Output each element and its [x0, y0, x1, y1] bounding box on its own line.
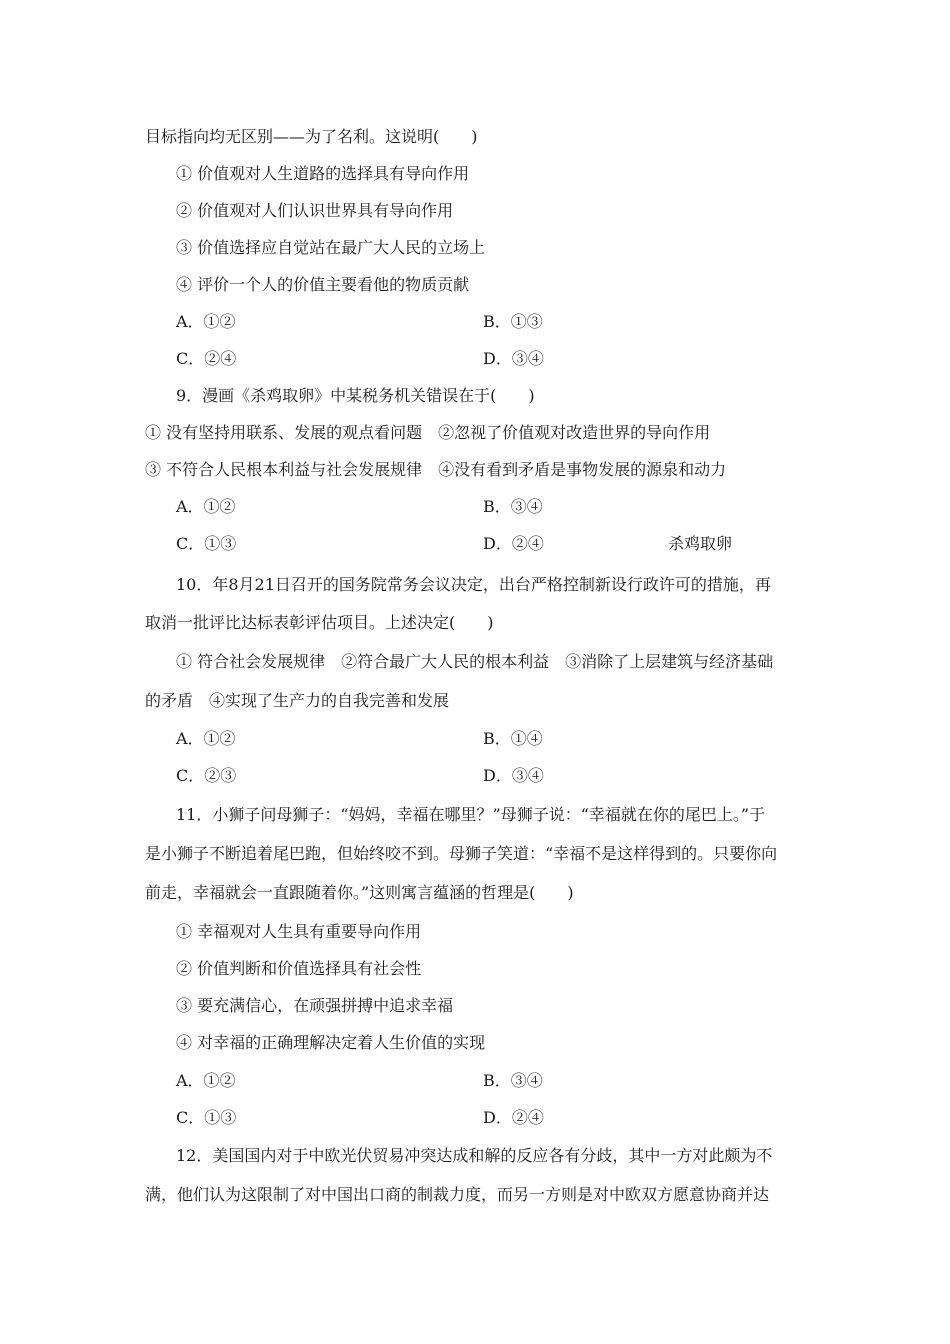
q10-options-line-2: 的矛盾 ④实现了生产力的自我完善和发展 — [145, 691, 450, 710]
q10-stem-line-2: 取消一批评比达标表彰评估项目。上述决定( ) — [145, 613, 494, 632]
q11-choice-d: D．②④ — [483, 1108, 544, 1127]
q8-option-4: ④ 评价一个人的价值主要看他的物质贡献 — [176, 275, 470, 294]
q11-stem-line-2: 是小狮子不断追着尾巴跑，但始终咬不到。母狮子笑道：“幸福不是这样得到的。只要你向 — [145, 844, 778, 863]
q8-option-3: ③ 价值选择应自觉站在最广大人民的立场上 — [176, 238, 486, 257]
q12-stem-line-2: 满，他们认为这限制了对中国出口商的制裁力度，而另一方则是对中欧双方愿意协商并达 — [145, 1185, 770, 1204]
q10-stem-line-1: 10．年8月21日召开的国务院常务会议决定，出台严格控制新设行政许可的措施，再 — [176, 575, 771, 594]
q10-choice-a: A．①② — [176, 729, 236, 748]
q8-choice-b: B．①③ — [483, 312, 543, 331]
q11-option-1: ① 幸福观对人生具有重要导向作用 — [176, 922, 422, 941]
q9-choice-a: A．①② — [176, 497, 236, 516]
q9-stem: 9．漫画《杀鸡取卵》中某税务机关错误在于( ) — [176, 386, 535, 405]
q8-option-1: ① 价值观对人生道路的选择具有导向作用 — [176, 164, 470, 183]
q8-stem: 目标指向均无区别——为了名利。这说明( ) — [145, 127, 478, 146]
q9-choice-d: D．②④ — [483, 534, 544, 553]
q11-choice-a: A．①② — [176, 1071, 236, 1090]
q8-choice-a: A．①② — [176, 312, 236, 331]
q11-option-3: ③ 要充满信心，在顽强拼搏中追求幸福 — [176, 996, 454, 1015]
q11-stem-line-1: 11．小狮子问母狮子：“妈妈，幸福在哪里？”母狮子说：“幸福就在你的尾巴上。”于 — [176, 805, 766, 824]
q10-choice-b: B．①④ — [483, 729, 543, 748]
q10-choice-d: D．③④ — [483, 766, 544, 785]
q11-option-4: ④ 对幸福的正确理解决定着人生价值的实现 — [176, 1033, 486, 1052]
q9-options-row-2: ③ 不符合人民根本利益与社会发展规律 ④没有看到矛盾是事物发展的源泉和动力 — [145, 460, 727, 479]
q11-option-2: ② 价值判断和价值选择具有社会性 — [176, 959, 422, 978]
q11-choice-c: C．①③ — [176, 1108, 237, 1127]
q9-choice-b: B．③④ — [483, 497, 543, 516]
q9-options-row-1: ① 没有坚持用联系、发展的观点看问题 ②忽视了价值观对改造世界的导向作用 — [145, 423, 711, 442]
q8-choice-c: C．②④ — [176, 349, 237, 368]
q12-stem-line-1: 12．美国国内对于中欧光伏贸易冲突达成和解的反应各有分歧，其中一方对此颇为不 — [176, 1146, 773, 1165]
q10-choice-c: C．②③ — [176, 766, 237, 785]
q11-choice-b: B．③④ — [483, 1071, 543, 1090]
q8-choice-d: D．③④ — [483, 349, 544, 368]
q8-option-2: ② 价值观对人们认识世界具有导向作用 — [176, 201, 454, 220]
cartoon-caption: 杀鸡取卵 — [668, 534, 733, 553]
q11-stem-line-3: 前走，幸福就会一直跟随着你。”这则寓言蕴涵的哲理是( ) — [145, 883, 574, 902]
q9-choice-c: C．①③ — [176, 534, 237, 553]
q10-options-line-1: ① 符合社会发展规律 ②符合最广大人民的根本利益 ③消除了上层建筑与经济基础 — [176, 652, 774, 671]
